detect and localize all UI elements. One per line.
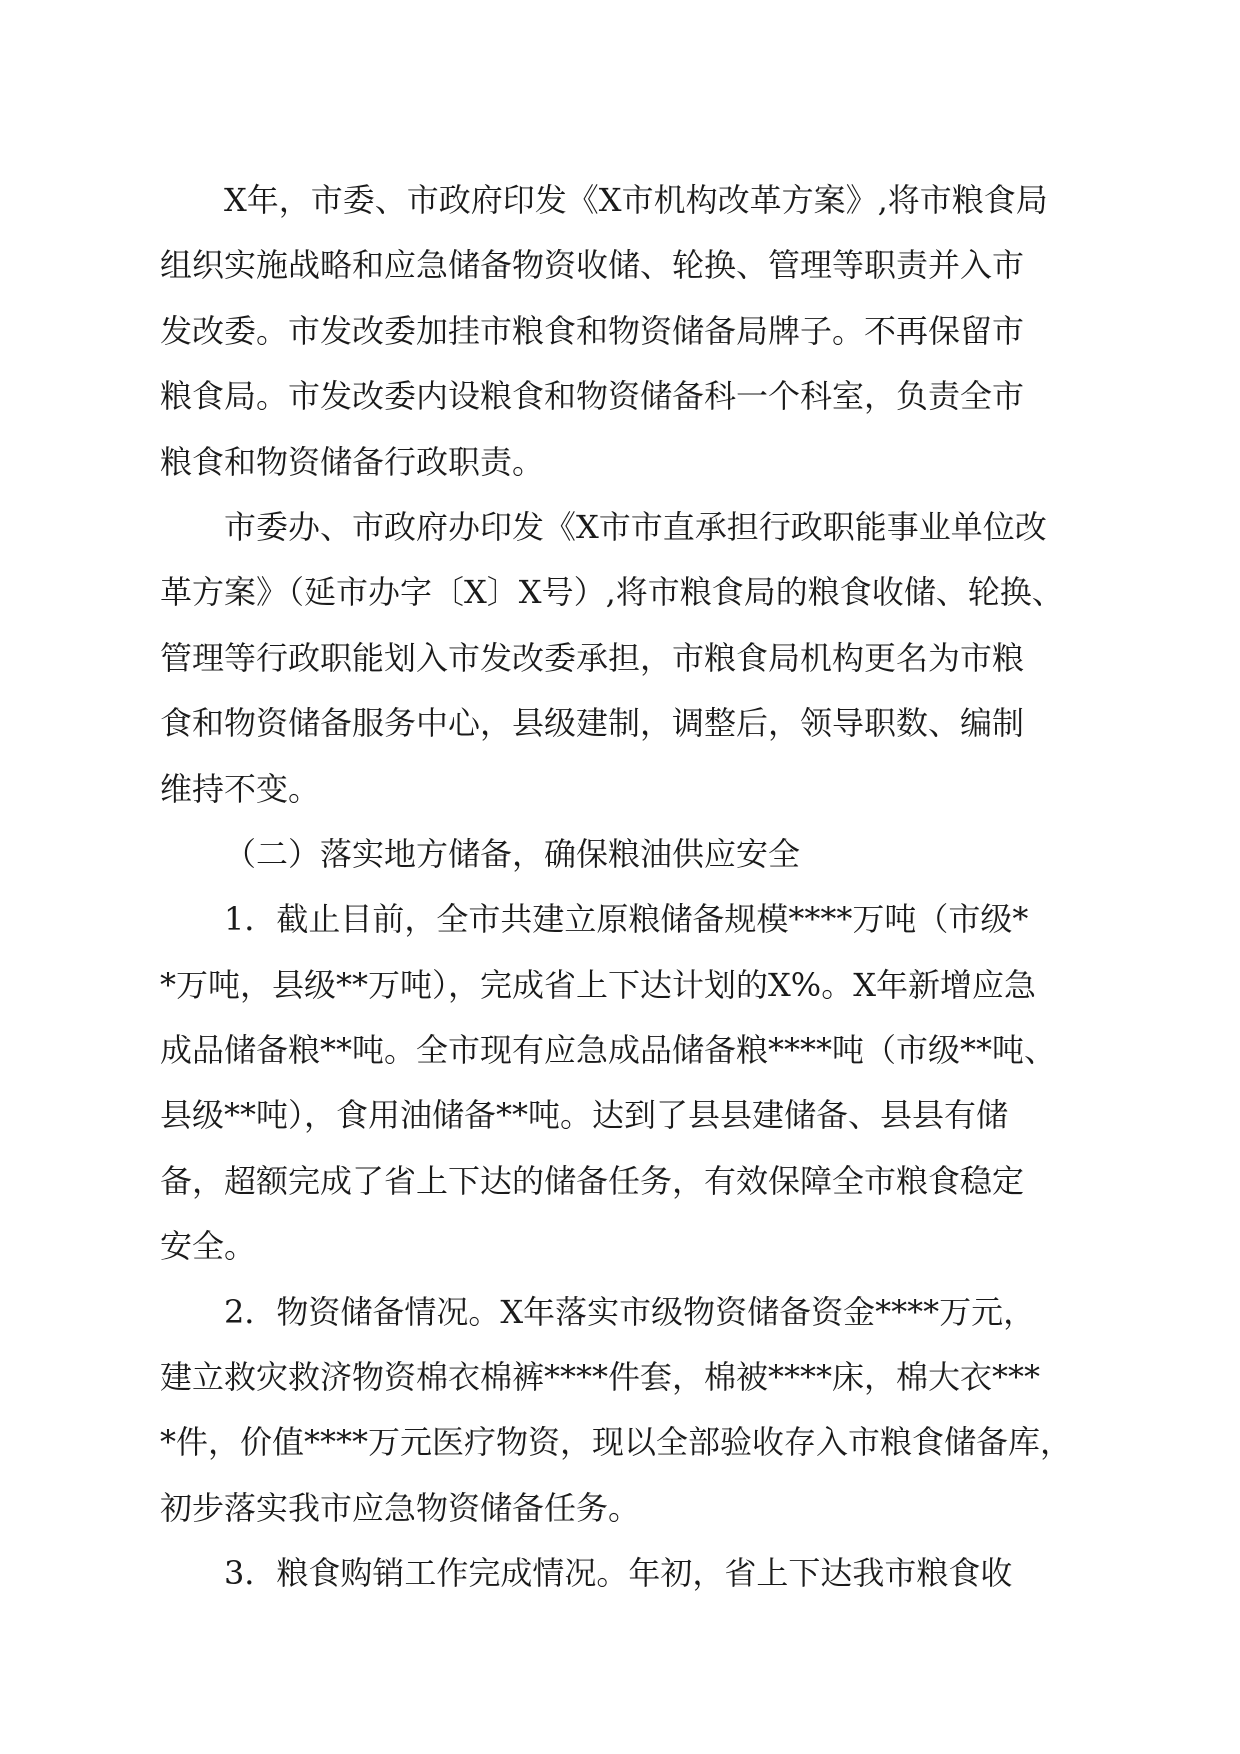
text-line: 维持不变。: [160, 769, 321, 808]
text-line: 成品储备粮**吨。全市现有应急成品储备粮****吨（市级**吨、: [160, 1031, 1057, 1070]
paragraph-grain-purchase-sales: [160, 1541, 1100, 1606]
text-line: 组织实施战略和应急储备物资收储、轮换、管理等职责并入市: [160, 246, 1025, 285]
text-line: 粮食局。市发改委内设粮食和物资储备科一个科室，负责全市: [160, 377, 1025, 416]
text-line: 3．粮食购销工作完成情况。年初，省上下达我市粮食收: [224, 1554, 1013, 1593]
text-line: 安全。: [160, 1227, 257, 1266]
text-line: 初步落实我市应急物资储备任务。: [160, 1488, 641, 1527]
text-line: 管理等行政职能划入市发改委承担，市粮食局机构更名为市粮: [160, 638, 1025, 677]
text-line: 革方案》（延市办字〔X〕X号）,将市粮食局的粮食收储、轮换、: [160, 573, 1064, 612]
text-line: X年，市委、市政府印发《X市机构改革方案》,将市粮食局: [224, 181, 1048, 219]
text-line: *件，价值****万元医疗物资，现以全部验收存入市粮食储备库，: [160, 1423, 1073, 1462]
section-heading: [160, 822, 1100, 887]
document-body: [160, 168, 1100, 1607]
paragraph-material-reserves: [160, 1280, 1100, 1542]
section-heading-text: （二）落实地方储备，确保粮油供应安全: [224, 834, 801, 873]
text-line: *万吨，县级**万吨），完成省上下达计划的X%。X年新增应急: [160, 965, 1036, 1004]
text-line: 食和物资储备服务中心，县级建制，调整后，领导职数、编制: [160, 704, 1025, 743]
paragraph-public-institution-reform: [160, 495, 1100, 822]
text-line: 市委办、市政府办印发《X市市直承担行政职能事业单位改: [224, 507, 1047, 546]
paragraph-grain-reserves: [160, 887, 1100, 1279]
text-line: 建立救灾救济物资棉衣棉裤****件套，棉被****床，棉大衣***: [160, 1358, 1041, 1397]
text-line: 发改委。市发改委加挂市粮食和物资储备局牌子。不再保留市: [160, 311, 1025, 350]
paragraph-institutional-reform: [160, 168, 1100, 495]
text-line: 粮食和物资储备行政职责。: [160, 442, 545, 481]
text-line: 备，超额完成了省上下达的储备任务，有效保障全市粮食稳定: [160, 1161, 1025, 1200]
text-line: 县级**吨），食用油储备**吨。达到了县县建储备、县县有储: [160, 1096, 1009, 1135]
text-line: 2．物资储备情况。X年落实市级物资储备资金****万元，: [224, 1292, 1036, 1331]
text-line: 1．截止目前，全市共建立原粮储备规模****万吨（市级*: [224, 900, 1029, 939]
